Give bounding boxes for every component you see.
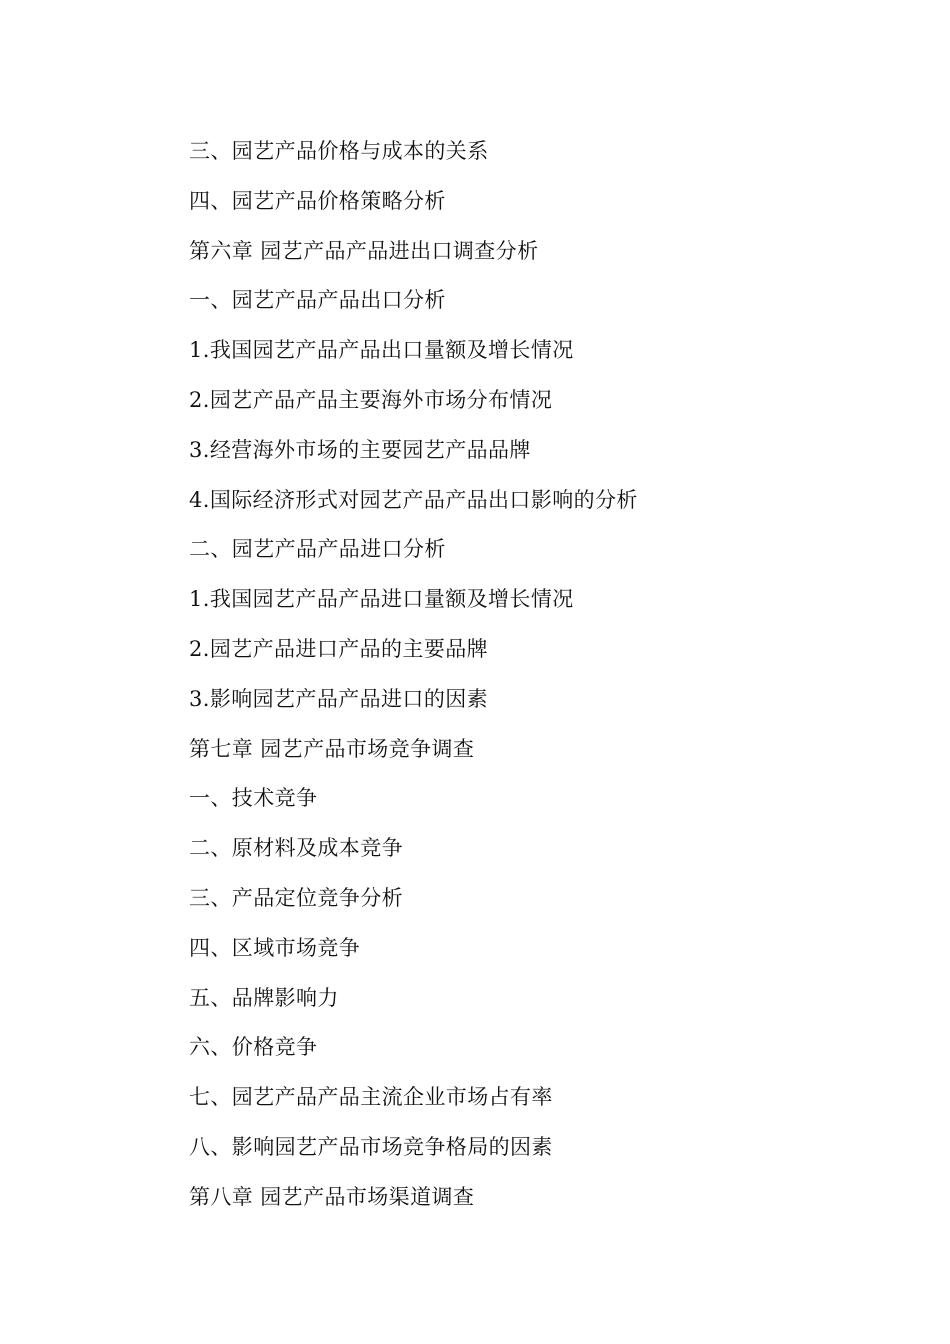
toc-line: 1.我国园艺产品产品出口量额及增长情况 [189,338,574,363]
toc-line: 三、园艺产品价格与成本的关系 [189,139,489,163]
table-of-contents [189,131,638,1227]
toc-line: 一、园艺产品产品出口分析 [189,288,446,313]
toc-line: 3.经营海外市场的主要园艺产品品牌 [189,437,531,462]
toc-line: 1.我国园艺产品产品进口量额及增长情况 [189,587,574,612]
toc-chapter-heading: 第六章 园艺产品产品进出口调查分析 [189,238,539,263]
toc-line: 四、区域市场竞争 [189,935,361,960]
toc-line: 三、产品定位竞争分析 [189,885,403,910]
toc-line: 八、影响园艺产品市场竞争格局的因素 [189,1134,553,1159]
toc-line: 七、园艺产品产品主流企业市场占有率 [189,1085,553,1110]
toc-line: 2.园艺产品进口产品的主要品牌 [189,636,489,661]
toc-line: 3.影响园艺产品产品进口的因素 [189,686,489,711]
toc-line: 六、价格竞争 [189,1035,318,1060]
toc-line: 4.国际经济形式对园艺产品产品出口影响的分析 [189,487,638,512]
toc-chapter-heading: 第七章 园艺产品市场竞争调查 [189,736,475,761]
toc-line: 二、原材料及成本竞争 [189,836,403,861]
toc-chapter-heading: 第八章 园艺产品市场渠道调查 [189,1184,475,1209]
toc-line: 五、品牌影响力 [189,985,339,1010]
toc-line: 二、园艺产品产品进口分析 [189,537,446,562]
toc-line: 2.园艺产品产品主要海外市场分布情况 [189,387,553,412]
toc-line: 四、园艺产品价格策略分析 [189,188,446,213]
toc-line: 一、技术竞争 [189,786,318,811]
